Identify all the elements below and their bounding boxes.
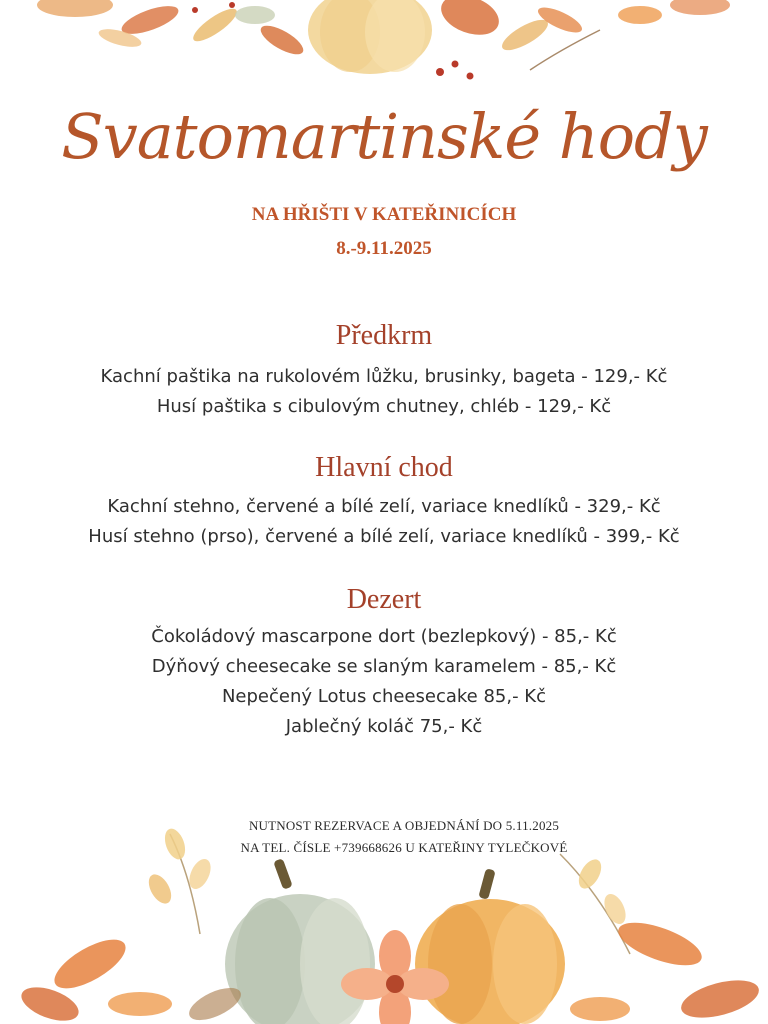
page-title: Svatomartinské hody (61, 100, 707, 173)
menu-item: Kachní paštika na rukolovém lůžku, brusinky, bageta - 129,- Kč (100, 366, 668, 387)
section-title-dessert: Dezert (346, 584, 422, 615)
menu-item: Čokoládový mascarpone dort (bezlepkový) - 85,- Kč (151, 626, 617, 647)
menu-item: Kachní stehno, červené a bílé zelí, variace knedlíků - 329,- Kč (107, 496, 661, 517)
section-title-starter: Předkrm (335, 320, 433, 351)
menu-item: Nepečený Lotus cheesecake 85,- Kč (221, 686, 547, 707)
menu-item: Jablečný koláč 75,- Kč (285, 716, 483, 737)
menu-item: Dýňový cheesecake se slaným karamelem - 85,- Kč (151, 656, 617, 677)
bottom-pumpkin-decoration-icon (0, 814, 768, 1024)
top-autumn-decoration-icon (0, 0, 768, 90)
event-date: 8.-9.11.2025 (336, 238, 432, 259)
reservation-note-line2: NA TEL. ČÍSLE +739668626 U KATEŘINY TYLEČKOVÉ (240, 840, 568, 855)
menu-item: Husí paštika s cibulovým chutney, chléb - 129,- Kč (156, 396, 612, 417)
section-title-main-course: Hlavní chod (315, 452, 453, 483)
menu-item: Husí stehno (prso), červené a bílé zelí, variace knedlíků - 399,- Kč (88, 526, 680, 547)
reservation-note-line1: NUTNOST REZERVACE A OBJEDNÁNÍ DO 5.11.2025 (248, 818, 560, 833)
event-location: NA HŘIŠTI V KATEŘINICÍCH (251, 204, 517, 225)
